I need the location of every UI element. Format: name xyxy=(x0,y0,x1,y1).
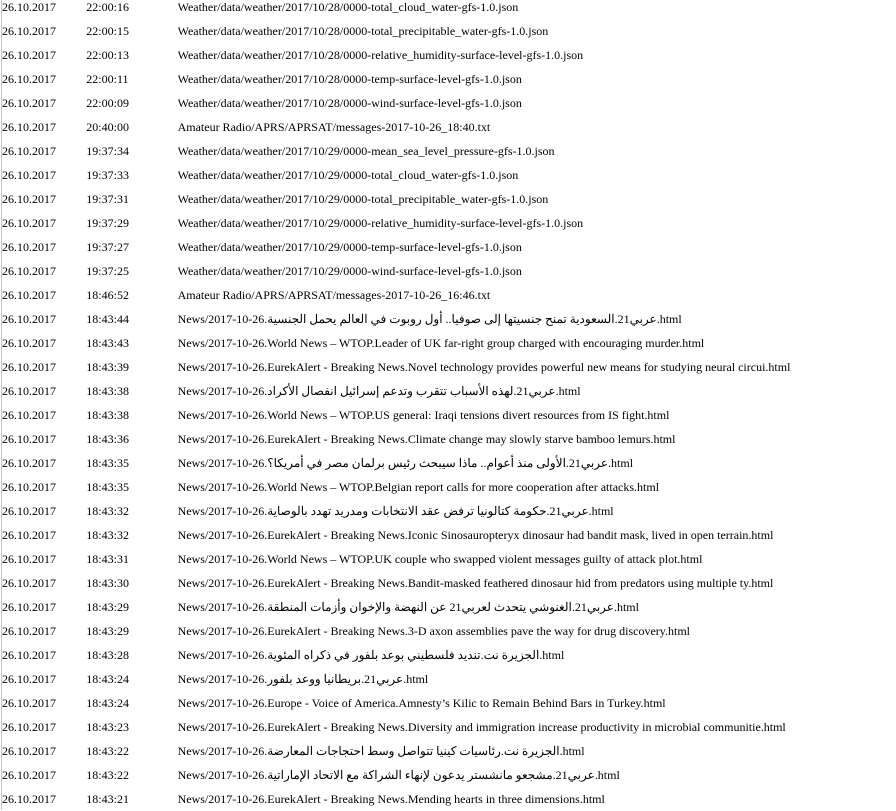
row-date: 26.10.2017 xyxy=(2,216,56,230)
row-file-path xyxy=(178,595,882,619)
table-row xyxy=(2,187,882,211)
row-time: 18:43:29 xyxy=(86,600,129,614)
file-path-text: News/2017-10-26.عربي21.الأولى منذ أعوام.. ماذا سيبحث رئيس برلمان مصر في أمريكا؟.html xyxy=(177,456,634,470)
row-time: 18:43:30 xyxy=(86,576,129,590)
file-path-text: News/2017-10-26.الجزيرة نت.رئاسيات كينيا تتواصل وسط احتجاجات المعارضة.html xyxy=(177,744,585,758)
row-date: 26.10.2017 xyxy=(2,456,56,470)
row-time: 19:37:31 xyxy=(86,192,129,206)
file-path-text: News/2017-10-26.World News – WTOP.Belgian report calls for more cooperation after attacks.html xyxy=(177,480,660,494)
row-time: 19:37:33 xyxy=(86,168,129,182)
row-file-path xyxy=(178,43,882,67)
row-file-path xyxy=(178,667,882,691)
table-row xyxy=(2,715,882,739)
row-time: 19:37:29 xyxy=(86,216,129,230)
row-time: 18:43:22 xyxy=(86,768,129,782)
row-time: 19:37:27 xyxy=(86,240,129,254)
file-log-table xyxy=(2,0,882,811)
table-row xyxy=(2,283,882,307)
row-date: 26.10.2017 xyxy=(2,168,56,182)
row-date: 26.10.2017 xyxy=(2,792,56,806)
row-date: 26.10.2017 xyxy=(2,288,56,302)
row-file-path xyxy=(178,91,882,115)
row-time: 18:43:36 xyxy=(86,432,129,446)
table-row xyxy=(2,259,882,283)
file-path-text: News/2017-10-26.EurekAlert - Breaking News.Mending hearts in three dimensions.html xyxy=(177,792,605,806)
table-row xyxy=(2,523,882,547)
file-path-text: Weather/data/weather/2017/10/29/0000-mean_sea_level_pressure-gfs-1.0.json xyxy=(177,144,555,158)
file-path-text: News/2017-10-26.عربي21.مشجعو مانشستر يدعون لإنهاء الشراكة مع الاتحاد الإماراتية.html xyxy=(177,768,620,782)
row-file-path xyxy=(178,619,882,643)
row-time: 22:00:15 xyxy=(86,24,129,38)
row-file-path xyxy=(178,475,882,499)
row-date: 26.10.2017 xyxy=(2,312,56,326)
row-time: 18:43:24 xyxy=(86,672,129,686)
row-date: 26.10.2017 xyxy=(2,72,56,86)
file-path-text: News/2017-10-26.EurekAlert - Breaking News.3-D axon assemblies pave the way for drug discovery.html xyxy=(177,624,690,638)
file-path-text: Weather/data/weather/2017/10/28/0000-relative_humidity-surface-level-gfs-1.0.json xyxy=(177,48,584,62)
row-date: 26.10.2017 xyxy=(2,24,56,38)
row-date: 26.10.2017 xyxy=(2,624,56,638)
row-file-path xyxy=(178,67,882,91)
row-file-path xyxy=(178,763,882,787)
file-path-text: Weather/data/weather/2017/10/28/0000-total_precipitable_water-gfs-1.0.json xyxy=(177,24,549,38)
row-time: 18:43:35 xyxy=(86,456,129,470)
row-date: 26.10.2017 xyxy=(2,240,56,254)
table-row xyxy=(2,475,882,499)
row-time: 22:00:09 xyxy=(86,96,129,110)
row-time: 22:00:16 xyxy=(86,0,129,14)
row-date: 26.10.2017 xyxy=(2,432,56,446)
file-path-text: News/2017-10-26.World News – WTOP.Leader of UK far-right group charged with encouraging murder.html xyxy=(177,336,705,350)
row-file-path xyxy=(178,451,882,475)
row-file-path xyxy=(178,235,882,259)
row-date: 26.10.2017 xyxy=(2,672,56,686)
file-path-text: Amateur Radio/APRS/APRSAT/messages-2017-10-26_18:40.txt xyxy=(177,120,491,134)
table-row xyxy=(2,139,882,163)
row-time: 18:43:28 xyxy=(86,648,129,662)
table-row xyxy=(2,787,882,811)
table-row xyxy=(2,427,882,451)
table-row xyxy=(2,355,882,379)
row-file-path xyxy=(178,787,882,811)
row-date: 26.10.2017 xyxy=(2,264,56,278)
row-file-path xyxy=(178,115,882,139)
row-time: 18:43:31 xyxy=(86,552,129,566)
row-time: 18:43:38 xyxy=(86,408,129,422)
file-path-text: Weather/data/weather/2017/10/28/0000-wind-surface-level-gfs-1.0.json xyxy=(177,96,522,110)
row-time: 18:43:24 xyxy=(86,696,129,710)
table-row xyxy=(2,67,882,91)
table-row xyxy=(2,739,882,763)
table-row xyxy=(2,667,882,691)
row-file-path xyxy=(178,499,882,523)
row-file-path xyxy=(178,307,882,331)
table-row xyxy=(2,115,882,139)
file-path-text: Weather/data/weather/2017/10/29/0000-temp-surface-level-gfs-1.0.json xyxy=(177,240,522,254)
row-file-path xyxy=(178,355,882,379)
row-date: 26.10.2017 xyxy=(2,768,56,782)
row-date: 26.10.2017 xyxy=(2,0,56,14)
row-date: 26.10.2017 xyxy=(2,696,56,710)
file-path-text: Weather/data/weather/2017/10/29/0000-total_precipitable_water-gfs-1.0.json xyxy=(177,192,549,206)
row-file-path xyxy=(178,163,882,187)
table-row xyxy=(2,0,882,19)
table-row xyxy=(2,307,882,331)
table-row xyxy=(2,571,882,595)
row-file-path xyxy=(178,19,882,43)
table-row xyxy=(2,499,882,523)
row-file-path xyxy=(178,187,882,211)
file-path-text: Weather/data/weather/2017/10/29/0000-wind-surface-level-gfs-1.0.json xyxy=(177,264,522,278)
row-time: 18:46:52 xyxy=(86,288,129,302)
table-row xyxy=(2,211,882,235)
row-file-path xyxy=(178,643,882,667)
row-date: 26.10.2017 xyxy=(2,600,56,614)
file-path-text: News/2017-10-26.EurekAlert - Breaking News.Bandit-masked feathered dinosaur hid from predators using multiple ty.html xyxy=(177,576,774,590)
file-path-text: News/2017-10-26.الجزيرة نت.تنديد فلسطيني بوعد بلفور في ذكراه المئوية.html xyxy=(177,648,565,662)
row-file-path xyxy=(178,283,882,307)
file-path-text: News/2017-10-26.EurekAlert - Breaking News.Novel technology provides powerful new means for studying neural circui.html xyxy=(177,360,791,374)
file-path-text: News/2017-10-26.عربي21.بريطانيا ووعد بلفور.html xyxy=(177,672,429,686)
row-file-path xyxy=(178,427,882,451)
table-row xyxy=(2,43,882,67)
file-path-text: News/2017-10-26.Europe - Voice of America.Amnesty’s Kilic to Remain Behind Bars in Turkey.html xyxy=(177,696,666,710)
row-file-path xyxy=(178,571,882,595)
table-row xyxy=(2,691,882,715)
table-row xyxy=(2,451,882,475)
row-date: 26.10.2017 xyxy=(2,120,56,134)
row-file-path xyxy=(178,379,882,403)
row-date: 26.10.2017 xyxy=(2,96,56,110)
row-file-path xyxy=(178,739,882,763)
table-row xyxy=(2,331,882,355)
table-row xyxy=(2,619,882,643)
file-log-body xyxy=(2,0,882,811)
file-path-text: Weather/data/weather/2017/10/29/0000-total_cloud_water-gfs-1.0.json xyxy=(177,168,519,182)
table-row xyxy=(2,163,882,187)
row-file-path xyxy=(178,211,882,235)
row-file-path xyxy=(178,0,882,19)
row-date: 26.10.2017 xyxy=(2,384,56,398)
row-time: 22:00:13 xyxy=(86,48,129,62)
table-row xyxy=(2,19,882,43)
row-file-path xyxy=(178,139,882,163)
row-file-path xyxy=(178,547,882,571)
table-row xyxy=(2,91,882,115)
row-file-path xyxy=(178,331,882,355)
file-path-text: News/2017-10-26.عربي21.الغنوشي يتحدث لعربي21 عن النهضة والإخوان وأزمات المنطقة.html xyxy=(177,600,639,614)
row-time: 18:43:38 xyxy=(86,384,129,398)
row-date: 26.10.2017 xyxy=(2,528,56,542)
file-path-text: News/2017-10-26.EurekAlert - Breaking News.Diversity and immigration increase productivity in microbial communitie.html xyxy=(177,720,786,734)
file-path-text: News/2017-10-26.EurekAlert - Breaking News.Climate change may slowly starve bamboo lemurs.html xyxy=(177,432,676,446)
table-row xyxy=(2,547,882,571)
row-time: 19:37:34 xyxy=(86,144,129,158)
row-date: 26.10.2017 xyxy=(2,504,56,518)
row-date: 26.10.2017 xyxy=(2,192,56,206)
row-date: 26.10.2017 xyxy=(2,744,56,758)
table-row xyxy=(2,643,882,667)
row-time: 22:00:11 xyxy=(86,72,129,86)
file-path-text: News/2017-10-26.World News – WTOP.UK couple who swapped violent messages guilty of attack plot.html xyxy=(177,552,703,566)
row-time: 20:40:00 xyxy=(86,120,129,134)
table-row xyxy=(2,763,882,787)
file-path-text: Weather/data/weather/2017/10/28/0000-temp-surface-level-gfs-1.0.json xyxy=(177,72,522,86)
file-path-text: News/2017-10-26.EurekAlert - Breaking News.Iconic Sinosauropteryx dinosaur had bandit mask, lived in open terrain.html xyxy=(177,528,774,542)
row-date: 26.10.2017 xyxy=(2,648,56,662)
row-time: 18:43:43 xyxy=(86,336,129,350)
row-time: 18:43:39 xyxy=(86,360,129,374)
row-date: 26.10.2017 xyxy=(2,576,56,590)
row-file-path xyxy=(178,715,882,739)
file-path-text: News/2017-10-26.عربي21.السعودية تمنح جنسيتها إلى صوفيا.. أول روبوت في العالم يحمل الجنسية.html xyxy=(177,312,682,326)
row-time: 18:43:29 xyxy=(86,624,129,638)
row-time: 19:37:25 xyxy=(86,264,129,278)
row-file-path xyxy=(178,403,882,427)
table-row xyxy=(2,379,882,403)
row-file-path xyxy=(178,523,882,547)
file-path-text: Amateur Radio/APRS/APRSAT/messages-2017-10-26_16:46.txt xyxy=(177,288,491,302)
table-row xyxy=(2,595,882,619)
row-time: 18:43:35 xyxy=(86,480,129,494)
row-time: 18:43:21 xyxy=(86,792,129,806)
row-date: 26.10.2017 xyxy=(2,144,56,158)
row-time: 18:43:23 xyxy=(86,720,129,734)
row-date: 26.10.2017 xyxy=(2,48,56,62)
row-time: 18:43:22 xyxy=(86,744,129,758)
row-date: 26.10.2017 xyxy=(2,480,56,494)
row-file-path xyxy=(178,691,882,715)
table-row xyxy=(2,403,882,427)
row-file-path xyxy=(178,259,882,283)
row-time: 18:43:32 xyxy=(86,504,129,518)
row-date: 26.10.2017 xyxy=(2,408,56,422)
file-path-text: News/2017-10-26.World News – WTOP.US general: Iraqi tensions divert resources from IS fight.html xyxy=(177,408,670,422)
file-path-text: Weather/data/weather/2017/10/29/0000-relative_humidity-surface-level-gfs-1.0.json xyxy=(177,216,584,230)
row-time: 18:43:44 xyxy=(86,312,129,326)
row-date: 26.10.2017 xyxy=(2,720,56,734)
table-row xyxy=(2,235,882,259)
file-path-text: News/2017-10-26.عربي21.لهذه الأسباب تتقرب وتدعم إسرائيل انفصال الأكراد.html xyxy=(177,384,581,398)
file-path-text: News/2017-10-26.عربي21.حكومة كتالونيا ترفض عقد الانتخابات ومدريد تهدد بالوصاية.html xyxy=(177,504,614,518)
row-date: 26.10.2017 xyxy=(2,360,56,374)
row-date: 26.10.2017 xyxy=(2,552,56,566)
file-path-text: Weather/data/weather/2017/10/28/0000-total_cloud_water-gfs-1.0.json xyxy=(177,0,519,14)
row-time: 18:43:32 xyxy=(86,528,129,542)
row-date: 26.10.2017 xyxy=(2,336,56,350)
